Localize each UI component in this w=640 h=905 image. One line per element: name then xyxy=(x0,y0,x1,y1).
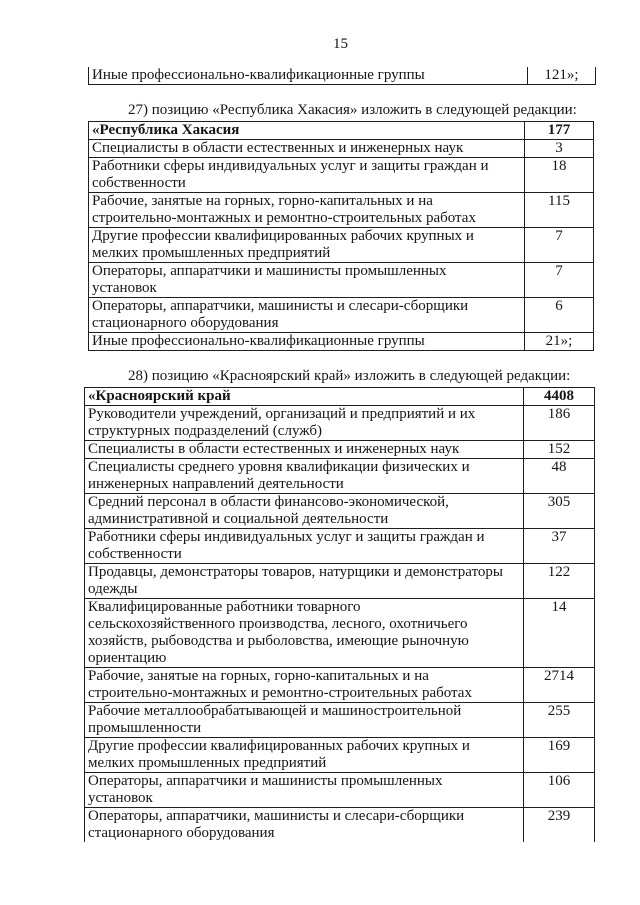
table-row xyxy=(85,564,595,599)
table-row xyxy=(89,140,594,158)
row-value: 7 xyxy=(525,228,594,263)
row-value: 239 xyxy=(524,808,595,843)
row-value: 2714 xyxy=(524,668,595,703)
row-label: Рабочие, занятые на горных, горно-капитальных и на строительно-монтажных и ремонтно-строительных работах xyxy=(85,668,524,703)
row-value: 106 xyxy=(524,773,595,808)
row-label: Другие профессии квалифицированных рабочих крупных и мелких промышленных предприятий xyxy=(85,738,524,773)
row-value: 122 xyxy=(524,564,595,599)
region-total: 177 xyxy=(525,122,594,140)
row-label: Операторы, аппаратчики и машинисты промышленных установок xyxy=(85,773,524,808)
row-value: 305 xyxy=(524,494,595,529)
row-value: 255 xyxy=(524,703,595,738)
region-header-row xyxy=(89,122,594,140)
section-heading: 27) позицию «Республика Хакасия» изложить в следующей редакции: xyxy=(128,102,577,118)
row-label: Операторы, аппаратчики и машинисты промышленных установок xyxy=(89,263,525,298)
row-label: Специалисты в области естественных и инженерных наук xyxy=(85,441,524,459)
table-row xyxy=(85,738,595,773)
table-row xyxy=(89,193,594,228)
table-row xyxy=(85,459,595,494)
row-value: 48 xyxy=(524,459,595,494)
row-value: 169 xyxy=(524,738,595,773)
row-value: 121»; xyxy=(528,67,596,85)
table-row xyxy=(85,406,595,441)
table-row xyxy=(89,263,594,298)
row-label: Специалисты в области естественных и инженерных наук xyxy=(89,140,525,158)
table-row xyxy=(85,494,595,529)
region-name: «Красноярский край xyxy=(85,388,524,406)
region-header-row xyxy=(85,388,595,406)
table-row xyxy=(85,599,595,668)
region-name: «Республика Хакасия xyxy=(89,122,525,140)
row-label: Средний персонал в области финансово-экономической, административной и социальной деятельности xyxy=(85,494,524,529)
table-row xyxy=(89,228,594,263)
section-heading: 28) позицию «Красноярский край» изложить в следующей редакции: xyxy=(128,368,571,384)
row-label: Продавцы, демонстраторы товаров, натурщики и демонстраторы одежды xyxy=(85,564,524,599)
table-row xyxy=(85,529,595,564)
table-row xyxy=(89,158,594,193)
table-row xyxy=(85,703,595,738)
row-value: 21»; xyxy=(525,333,594,351)
row-label: Рабочие, занятые на горных, горно-капитальных и на строительно-монтажных и ремонтно-строительных работах xyxy=(89,193,525,228)
row-value: 14 xyxy=(524,599,595,668)
row-label: Операторы, аппаратчики, машинисты и слесари-сборщики стационарного оборудования xyxy=(89,298,525,333)
page-number: 15 xyxy=(333,36,348,52)
table-row xyxy=(85,773,595,808)
row-label: Руководители учреждений, организаций и предприятий и их структурных подразделений (служб) xyxy=(85,406,524,441)
row-label: Иные профессионально-квалификационные группы xyxy=(89,333,525,351)
row-label: Другие профессии квалифицированных рабочих крупных и мелких промышленных предприятий xyxy=(89,228,525,263)
table-row xyxy=(89,67,596,85)
row-label: Работники сферы индивидуальных услуг и защиты граждан и собственности xyxy=(89,158,525,193)
row-value: 37 xyxy=(524,529,595,564)
row-value: 3 xyxy=(525,140,594,158)
table-row xyxy=(85,808,595,843)
row-value: 186 xyxy=(524,406,595,441)
row-value: 6 xyxy=(525,298,594,333)
row-label: Квалифицированные работники товарного сельскохозяйственного производства, лесного, охотничьего хозяйств, рыбоводства и рыболовства, имеющие рыночную ориентацию xyxy=(85,599,524,668)
continued-table xyxy=(88,67,596,85)
row-label: Рабочие металлообрабатывающей и машиностроительной промышленности xyxy=(85,703,524,738)
row-label: Специалисты среднего уровня квалификации физических и инженерных направлений деятельности xyxy=(85,459,524,494)
table-row xyxy=(85,668,595,703)
region-total: 4408 xyxy=(524,388,595,406)
row-value: 152 xyxy=(524,441,595,459)
table-row xyxy=(89,298,594,333)
table-row xyxy=(85,441,595,459)
table-row xyxy=(89,333,594,351)
row-label: Операторы, аппаратчики, машинисты и слесари-сборщики стационарного оборудования xyxy=(85,808,524,843)
region-table-krasnoyarsk xyxy=(84,387,595,842)
row-value: 18 xyxy=(525,158,594,193)
row-label: Работники сферы индивидуальных услуг и защиты граждан и собственности xyxy=(85,529,524,564)
row-label: Иные профессионально-квалификационные группы xyxy=(89,67,528,85)
row-value: 7 xyxy=(525,263,594,298)
row-value: 115 xyxy=(525,193,594,228)
region-table-khakassia xyxy=(88,121,594,351)
